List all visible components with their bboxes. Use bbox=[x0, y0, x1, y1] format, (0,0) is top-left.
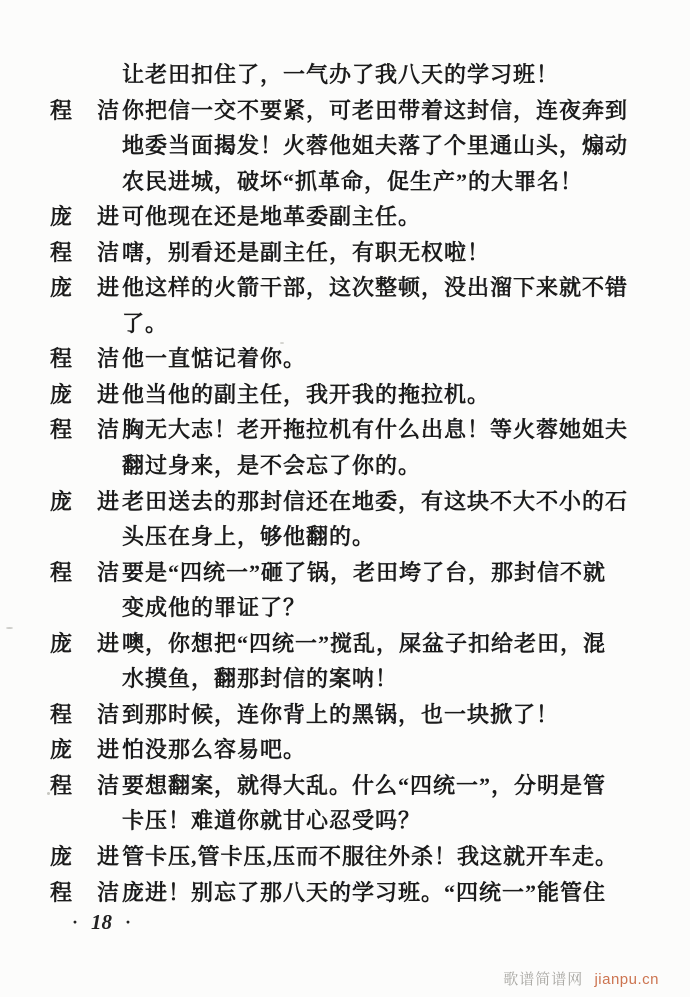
script-line bbox=[50, 732, 652, 768]
speaker-name: 庞 进 bbox=[50, 204, 121, 230]
dialogue-text: 让老田扣住了，一气办了我八天的学习班！ bbox=[122, 62, 560, 87]
script-line bbox=[50, 164, 652, 200]
dialogue-text: 卡压！难道你就甘心忍受吗？ bbox=[122, 808, 422, 834]
watermark bbox=[503, 968, 659, 989]
dialogue-text: 农民进城，破坏“抓革命，促生产”的大罪名！ bbox=[122, 168, 584, 194]
dialogue-text: 嗐，别看还是副主任，有职无权啦！ bbox=[122, 239, 491, 265]
dialogue-text: 可他现在还是地革委副主任。 bbox=[122, 204, 422, 230]
speaker-name: 程 洁 bbox=[50, 417, 121, 443]
page-number-right-dot: · bbox=[125, 912, 132, 932]
watermark-site-url: jianpu.cn bbox=[594, 971, 659, 988]
dialogue-text: 水摸鱼，翻那封信的案呐！ bbox=[122, 666, 399, 692]
script-line bbox=[50, 839, 652, 875]
speaker-name: 程 洁 bbox=[50, 239, 121, 265]
script-line bbox=[50, 803, 652, 839]
script-line bbox=[50, 661, 652, 697]
page-number-left-dot: · bbox=[72, 912, 79, 932]
script-line bbox=[50, 519, 652, 555]
script-line bbox=[50, 590, 652, 626]
dialogue-text: 要想翻案，就得大乱。什么“四统一”，分明是管 bbox=[122, 772, 607, 798]
dialogue-text: 变成他的罪证了？ bbox=[122, 595, 307, 621]
script-line bbox=[50, 341, 652, 377]
script-line bbox=[50, 768, 652, 804]
speaker-name: 程 洁 bbox=[50, 772, 121, 798]
script-line bbox=[50, 128, 652, 164]
script-line bbox=[50, 626, 652, 662]
script-line bbox=[50, 555, 652, 591]
dialogue-text: 要是“四统一”砸了锅，老田垮了台，那封信不就 bbox=[122, 559, 607, 585]
dialogue-text: 他这样的火箭干部，这次整顿，没出溜下来就不错 bbox=[122, 275, 629, 301]
speaker-name: 程 洁 bbox=[50, 97, 121, 123]
scan-speck bbox=[280, 342, 284, 344]
dialogue-text: 头压在身上，够他翻的。 bbox=[122, 524, 376, 550]
dialogue-text: 地委当面揭发！火蓉他姐夫落了个里通山头，煽动 bbox=[122, 133, 629, 159]
speaker-name: 程 洁 bbox=[50, 879, 121, 905]
scan-speck bbox=[6, 627, 13, 629]
dialogue-text: 你把信一交不要紧，可老田带着这封信，连夜奔到 bbox=[122, 97, 629, 123]
script-line bbox=[50, 875, 652, 911]
script-line bbox=[50, 93, 652, 129]
dialogue-text: 老田送去的那封信还在地委，有这块不大不小的石 bbox=[122, 488, 629, 514]
speaker-name: 程 洁 bbox=[50, 346, 121, 372]
speaker-name: 庞 进 bbox=[50, 275, 121, 301]
speaker-name: 庞 进 bbox=[50, 488, 121, 514]
script-line bbox=[50, 235, 652, 271]
page-number-value: 18 bbox=[91, 910, 113, 934]
script-line bbox=[50, 199, 652, 235]
dialogue-text: 他当他的副主任，我开我的拖拉机。 bbox=[122, 381, 491, 407]
script-line bbox=[50, 697, 652, 733]
dialogue-text: 胸无大志！老开拖拉机有什么出息！等火蓉她姐夫 bbox=[122, 417, 629, 443]
speaker-name: 庞 进 bbox=[50, 381, 121, 407]
script-line bbox=[50, 448, 652, 484]
speaker-name: 庞 进 bbox=[50, 630, 121, 656]
dialogue-text: 他一直惦记着你。 bbox=[122, 346, 307, 372]
dialogue-text: 管卡压,管卡压,压而不服往外杀！我这就开车走。 bbox=[122, 844, 619, 870]
speaker-name: 程 洁 bbox=[50, 701, 121, 727]
script-line bbox=[50, 412, 652, 448]
script-line bbox=[50, 270, 652, 306]
script-line bbox=[50, 57, 652, 93]
dialogue-text: 到那时候，连你背上的黑锅，也一块掀了！ bbox=[122, 701, 560, 727]
scan-speck bbox=[47, 792, 50, 795]
script-line bbox=[50, 377, 652, 413]
dialogue-text: 噢，你想把“四统一”搅乱，屎盆子扣给老田，混 bbox=[122, 630, 607, 656]
watermark-site-name: 歌谱简谱网 bbox=[503, 971, 584, 988]
dialogue-text: 了。 bbox=[122, 310, 169, 336]
dialogue-text: 翻过身来，是不会忘了你的。 bbox=[122, 453, 422, 479]
script-line bbox=[50, 306, 652, 342]
speaker-name: 庞 进 bbox=[50, 844, 121, 870]
speaker-name: 庞 进 bbox=[50, 737, 121, 763]
speaker-name: 程 洁 bbox=[50, 559, 121, 585]
dialogue-text: 庞进！别忘了那八天的学习班。“四统一”能管住 bbox=[122, 879, 607, 905]
dialogue-text: 怕没那么容易吧。 bbox=[122, 737, 307, 763]
page-number bbox=[72, 910, 131, 935]
script-line bbox=[50, 484, 652, 520]
